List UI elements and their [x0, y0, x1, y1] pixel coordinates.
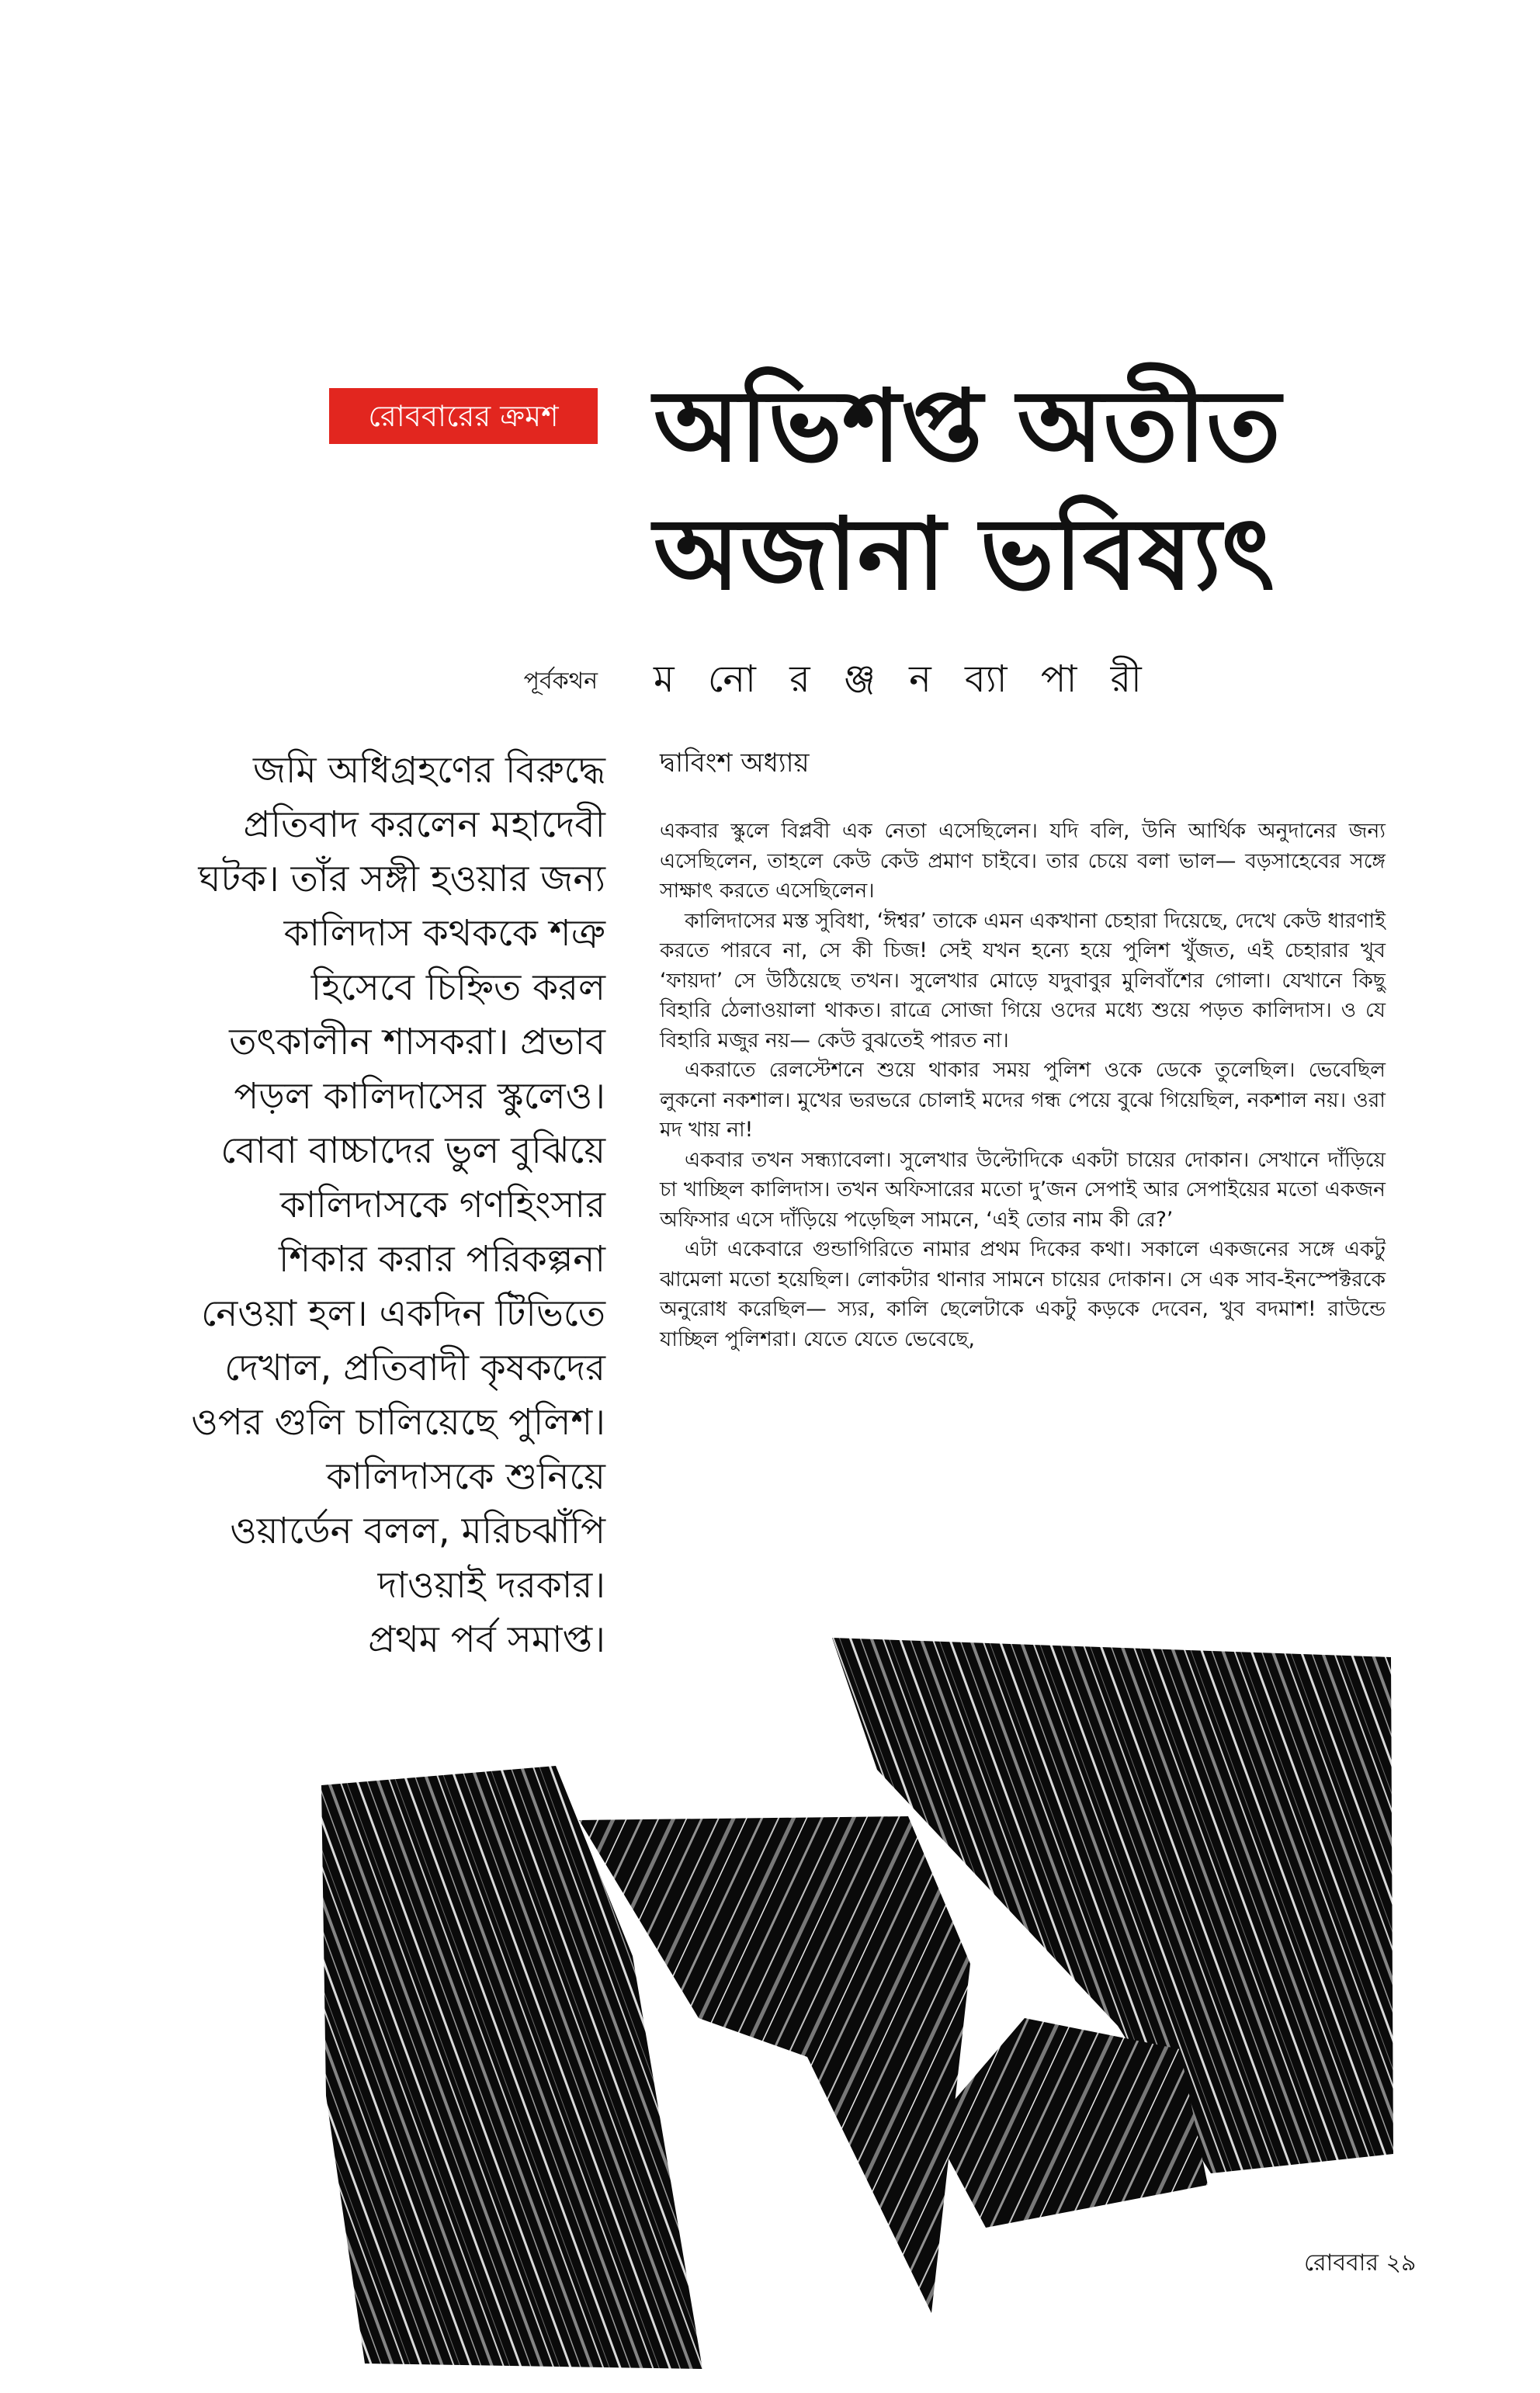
recap-line: ওপর গুলি চালিয়েছে পুলিশ। — [191, 1401, 605, 1444]
series-tag: রোববারের ক্রমশ — [329, 388, 598, 444]
recap-line: ঘটক। তাঁর সঙ্গী হওয়ার জন্য — [198, 858, 605, 900]
recap-line: ওয়ার্ডেন বলল, মরিচঝাঁপি — [230, 1510, 605, 1552]
title-line-2: অজানা ভবিষ্যৎ — [654, 497, 1275, 612]
author-byline: ম নো র ঞ্জ ন ব্যা পা রী — [654, 657, 1153, 701]
page-folio: রোববার ২৯ — [1304, 2249, 1417, 2277]
recap-line: দাওয়াই দরকার। — [377, 1564, 605, 1607]
brush-shard-left — [321, 1766, 702, 2369]
chapter-heading: দ্বাবিংশ অধ্যায় — [660, 747, 810, 779]
recap-line: দেখাল, প্রতিবাদী কৃষকদের — [224, 1347, 605, 1389]
recap-line: কালিদাসকে গণহিংসার — [279, 1184, 605, 1226]
brush-shard-middle — [579, 1816, 970, 2313]
brush-shard-bottom — [931, 2018, 1208, 2228]
recap-summary — [155, 744, 605, 1667]
recap-line: নেওয়া হল। একদিন টিভিতে — [201, 1292, 605, 1335]
body-paragraph: একরাতে রেলস্টেশনে শুয়ে থাকার সময় পুলিশ ওকে ডেকে তুলেছিল। ভেবেছিল লুকনো নকশাল। মুখের ভরভরে চোলাই মদের গন্ধ পেয়ে বুঝে গিয়েছিল, নকশাল নয়। ওরা মদ খায় না! — [660, 1058, 1386, 1142]
recap-line: প্রথম পর্ব সমাপ্ত। — [368, 1618, 605, 1661]
body-paragraph: কালিদাসের মস্ত সুবিধা, ‘ঈশ্বর’ তাকে এমন একখানা চেহারা দিয়েছে, দেখে কেউ ধারণাই করতে পারবে না, সে কী চিজ! সেই যখন হন্যে হয়ে পুলিশ খুঁজত, এই চেহারার খুব ‘ফায়দা’ সে উঠিয়েছে তখন। সুলেখার মোড়ে যদুবাবুর মুলিবাঁশের গোলা। যেখানে কিছু বিহারি ঠেলাওয়ালা থাকত। রাত্রে সোজা গিয়ে ওদের মধ্যে শুয়ে পড়ত কালিদাস। ও যে বিহারি মজুর নয়— কেউ বুঝতেই পারত না। — [660, 908, 1386, 1053]
recap-line: জমি অধিগ্রহণের বিরুদ্ধে — [252, 749, 605, 792]
recap-line: প্রতিবাদ করলেন মহাদেবী — [243, 803, 605, 846]
title-line-1: অভিশপ্ত অতীত — [654, 369, 1281, 484]
recap-line: বোবা বাচ্চাদের ভুল বুঝিয়ে — [220, 1129, 605, 1172]
recap-line: কালিদাসকে শুনিয়ে — [326, 1455, 605, 1498]
recap-line: হিসেবে চিহ্নিত করল — [310, 966, 605, 1009]
recap-line: কালিদাস কথককে শত্রু — [283, 912, 605, 955]
brush-shard-right-top — [832, 1638, 1393, 2173]
body-paragraph: এটা একেবারে গুন্ডাগিরিতে নামার প্রথম দিকের কথা। সকালে একজনের সঙ্গে একটু ঝামেলা মতো হয়েছিল। লোকটার থানার সামনে চায়ের দোকান। সে এক সাব-ইনস্পেক্টরকে অনুরোধ করেছিল— স্যর, কালি ছেলেটাকে একটু কড়কে দেবেন, খুব বদমাশ! রাউন্ডে যাচ্ছিল পুলিশরা। যেতে যেতে ভেবেছে, — [660, 1237, 1386, 1351]
recap-line: শিকার করার পরিকল্পনা — [278, 1238, 605, 1281]
recap-line: তৎকালীন শাসকরা। প্রভাব — [229, 1021, 605, 1063]
recap-label: পূর্বকথন — [523, 668, 598, 695]
recap-line: পড়ল কালিদাসের স্কুলেও। — [234, 1075, 605, 1118]
article-body — [660, 817, 1386, 1354]
body-paragraph: একবার তখন সন্ধ্যাবেলা। সুলেখার উল্টোদিকে একটা চায়ের দোকান। সেখানে দাঁড়িয়ে চা খাচ্ছিল কালিদাস। তখন অফিসারের মতো দু’জন সেপাই আর সেপাইয়ের মতো একজন অফিসার এসে দাঁড়িয়ে পড়েছিল সামনে, ‘এই তোর নাম কী রে?’ — [660, 1147, 1386, 1232]
body-paragraph: একবার স্কুলে বিপ্লবী এক নেতা এসেছিলেন। যদি বলি, উনি আর্থিক অনুদানের জন্য এসেছিলেন, তাহলে কেউ কেউ প্রমাণ চাইবে। তার চেয়ে বলা ভাল— বড়সাহেবের সঙ্গে সাক্ষাৎ করতে এসেছিলেন। — [660, 819, 1386, 903]
